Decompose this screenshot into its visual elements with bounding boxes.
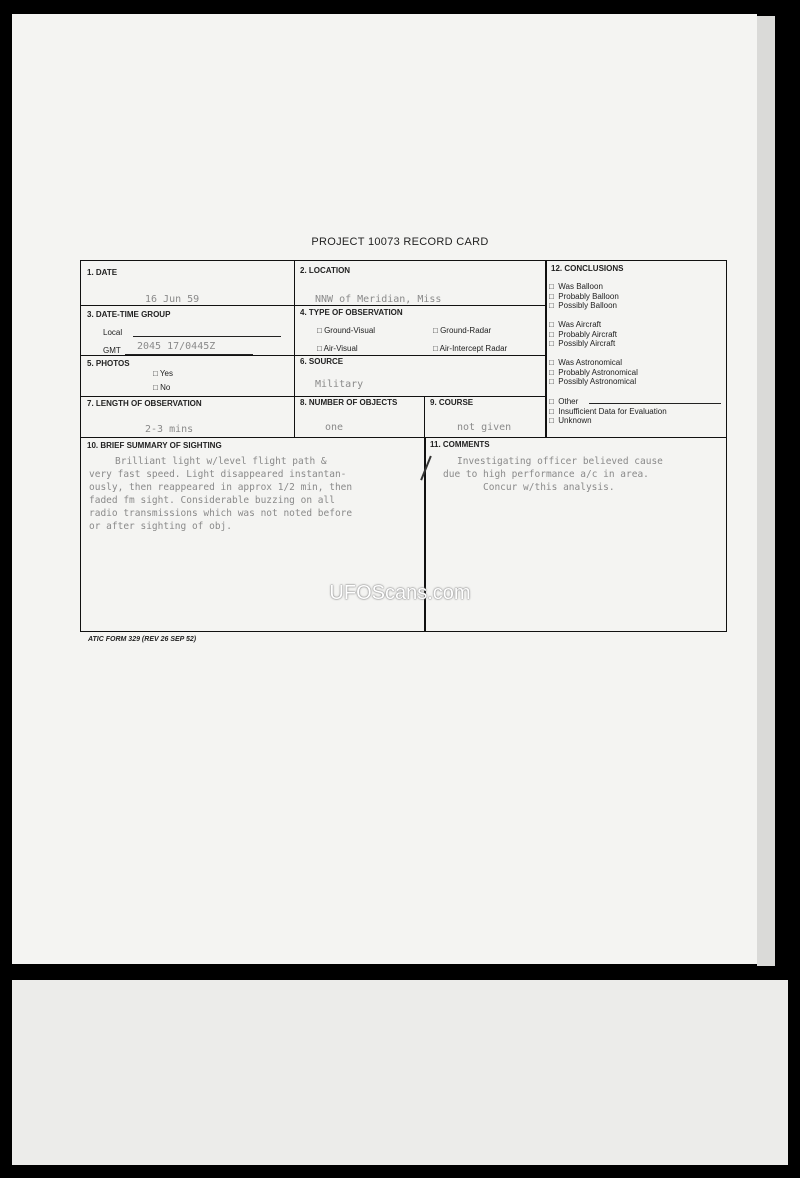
conclusions-label: 12. CONCLUSIONS (551, 264, 624, 273)
conclusion-option[interactable]: □ Possibly Astronomical (549, 377, 637, 387)
date-value: 16 Jun 59 (145, 294, 200, 305)
conclusion-option-label: Was Balloon (558, 282, 603, 291)
photos-yes[interactable]: □ Yes (153, 369, 173, 378)
conclusions-group-other (549, 397, 667, 426)
summary-line: or after sighting of obj. (89, 521, 232, 532)
form-id: ATIC FORM 329 (REV 26 SEP 52) (88, 636, 197, 643)
local-label: Local (103, 328, 123, 337)
conclusion-option[interactable]: □ Unknown (549, 416, 592, 426)
gmt-value: 2045 17/0445Z (137, 341, 216, 352)
conclusion-option-label: Possibly Aircraft (558, 339, 616, 349)
type-of-observation-label: 4. TYPE OF OBSERVATION (300, 308, 403, 317)
option-air-intercept-radar[interactable]: □ Air-Intercept Radar (433, 344, 508, 353)
conclusion-option[interactable]: □ Possibly Balloon (549, 301, 617, 311)
summary-line: ously, then reappeared in approx 1/2 min, then (89, 482, 353, 493)
brief-summary-label: 10. BRIEF SUMMARY OF SIGHTING (87, 441, 222, 450)
option-air-intercept-radar-label: Air-Intercept Radar (439, 344, 508, 353)
conclusion-option-label: Insufficient Data for Evaluation (558, 406, 667, 416)
summary-line: faded fm sight. Considerable buzzing on all (89, 495, 335, 506)
summary-line: very fast speed. Light disappeared instantan- (89, 469, 347, 480)
comments-label: 11. COMMENTS (430, 440, 490, 449)
course-label: 9. COURSE (430, 398, 474, 407)
conclusion-option-label: Probably Balloon (558, 291, 619, 301)
option-ground-radar-label: Ground-Radar (440, 326, 492, 335)
photos-no[interactable]: □ No (153, 383, 171, 392)
option-ground-radar[interactable]: □ Ground-Radar (433, 326, 492, 335)
record-card (80, 260, 727, 632)
comment-line: Investigating officer believed cause (457, 456, 663, 467)
length-label: 7. LENGTH OF OBSERVATION (87, 399, 202, 408)
local-underline (133, 336, 281, 337)
course-value: not given (457, 422, 512, 433)
conclusion-option-label: Unknown (558, 416, 592, 426)
card-title: PROJECT 10073 RECORD CARD (311, 236, 489, 248)
option-ground-visual-label: Ground-Visual (324, 326, 376, 335)
source-value: Military (315, 379, 364, 390)
conclusion-option[interactable]: □ Was Balloon (549, 282, 603, 291)
summary-line: radio transmissions which was not noted before (89, 508, 353, 519)
option-air-visual-label: Air-Visual (323, 344, 358, 353)
summary-line: Brilliant light w/level flight path & (115, 456, 327, 467)
divider (545, 261, 547, 437)
divider (81, 355, 545, 356)
brief-summary-text (89, 455, 423, 533)
divider (294, 261, 295, 437)
location-label: 2. LOCATION (300, 266, 351, 275)
conclusion-option[interactable]: □ Insufficient Data for Evaluation (549, 406, 667, 416)
date-label: 1. DATE (87, 268, 118, 277)
conclusion-option[interactable]: □ Was Astronomical (549, 358, 623, 367)
conclusion-option-label: Possibly Astronomical (558, 377, 637, 387)
gmt-underline (125, 354, 253, 355)
comment-line: due to high performance a/c in area. (443, 469, 649, 480)
paper-edge (757, 16, 775, 966)
conclusions-group-balloon (549, 282, 619, 311)
conclusion-option-label: Possibly Balloon (558, 301, 617, 311)
photos-label: 5. PHOTOS (87, 359, 130, 368)
conclusion-option[interactable]: □ Probably Balloon (549, 291, 619, 301)
conclusion-option[interactable]: □ Probably Astronomical (549, 367, 638, 377)
option-air-visual[interactable]: □ Air-Visual (317, 344, 358, 353)
conclusion-option[interactable]: □ Other (549, 397, 579, 406)
location-value: NNW of Meridian, Miss (315, 294, 442, 305)
photos-no-label: No (160, 383, 171, 392)
comment-line: Concur w/this analysis. (483, 482, 615, 493)
watermark: UFOScans.com (329, 582, 471, 604)
conclusions-group-aircraft (549, 320, 617, 349)
photos-yes-label: Yes (159, 369, 173, 378)
conclusion-option-label: Probably Aircraft (558, 329, 617, 339)
conclusion-option-label: Was Aircraft (558, 320, 602, 329)
conclusion-option-label: Was Astronomical (558, 358, 623, 367)
comments-text (443, 455, 727, 494)
conclusions-group-astronomical (549, 358, 638, 387)
option-ground-visual[interactable]: □ Ground-Visual (317, 326, 376, 335)
conclusion-option[interactable]: □ Was Aircraft (549, 320, 602, 329)
length-value: 2-3 mins (145, 424, 194, 435)
divider (81, 305, 545, 306)
date-time-group-label: 3. DATE-TIME GROUP (87, 310, 171, 319)
conclusion-option[interactable]: □ Possibly Aircraft (549, 339, 616, 349)
number-of-objects-label: 8. NUMBER OF OBJECTS (300, 398, 398, 407)
conclusion-option[interactable]: □ Probably Aircraft (549, 329, 617, 339)
divider (81, 396, 545, 397)
source-label: 6. SOURCE (300, 357, 344, 366)
conclusion-option-label: Other (558, 397, 579, 406)
gmt-label: GMT (103, 346, 121, 355)
divider (81, 437, 726, 438)
lower-sheet (12, 980, 788, 1165)
number-of-objects-value: one (325, 422, 344, 433)
conclusion-option-label: Probably Astronomical (558, 367, 638, 377)
divider (424, 396, 425, 437)
